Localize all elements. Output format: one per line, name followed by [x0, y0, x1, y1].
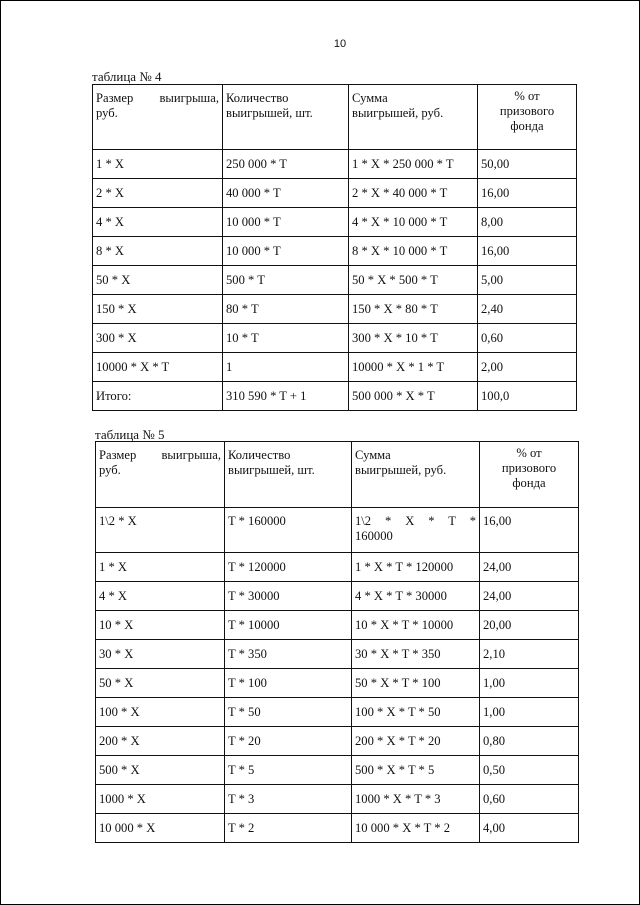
- table4-caption: таблица № 4: [92, 69, 162, 84]
- cell-size: 200 * X: [96, 727, 225, 756]
- table-row: [96, 669, 579, 698]
- cell-size: 10 * X: [96, 611, 225, 640]
- header-pct-line1: % от: [514, 89, 540, 103]
- table-row: [93, 179, 577, 208]
- cell-pct: 24,00: [480, 582, 579, 611]
- header-size: [93, 85, 223, 150]
- table-row: [93, 150, 577, 179]
- cell-size: 1000 * X: [96, 785, 225, 814]
- cell-sum-line1: 1\2 * X * T *: [355, 514, 476, 528]
- header-sum-line1: Сумма: [355, 448, 391, 462]
- cell-sum: 4 * X * T * 30000: [352, 582, 480, 611]
- cell-sum: 500 000 * X * T: [349, 382, 478, 411]
- table-row: [96, 727, 579, 756]
- header-pct-line2: призового: [501, 461, 557, 475]
- table5-caption: таблица № 5: [95, 427, 165, 442]
- header-pct-line3: фонда: [510, 119, 544, 133]
- cell-pct: 24,00: [480, 553, 579, 582]
- cell-count: T * 30000: [225, 582, 352, 611]
- cell-size: 500 * X: [96, 756, 225, 785]
- cell-sum: 150 * X * 80 * T: [349, 295, 478, 324]
- cell-sum: 300 * X * 10 * T: [349, 324, 478, 353]
- cell-pct: 100,0: [478, 382, 577, 411]
- table-row: [96, 785, 579, 814]
- header-count: [223, 85, 349, 150]
- header-count-line2: выигрышей, шт.: [226, 106, 313, 120]
- cell-count: T * 120000: [225, 553, 352, 582]
- cell-pct: 2,40: [478, 295, 577, 324]
- cell-count: 1: [223, 353, 349, 382]
- cell-pct: 16,00: [478, 237, 577, 266]
- cell-sum-line2: 160000: [355, 529, 393, 543]
- header-pct-line3: фонда: [512, 476, 546, 490]
- table-row: [96, 582, 579, 611]
- cell-count: 10 000 * T: [223, 237, 349, 266]
- header-size-line1: Размер выигрыша,: [99, 448, 221, 462]
- cell-size: Итого:: [93, 382, 223, 411]
- header-pct: [478, 85, 577, 150]
- cell-size: 4 * X: [96, 582, 225, 611]
- cell-size: 300 * X: [93, 324, 223, 353]
- table-row: [93, 266, 577, 295]
- cell-pct: 1,00: [480, 698, 579, 727]
- cell-size: 8 * X: [93, 237, 223, 266]
- table4-header-row: [93, 85, 577, 150]
- table-row: [93, 208, 577, 237]
- cell-sum: 10 000 * X * T * 2: [352, 814, 480, 843]
- table4: [92, 84, 577, 411]
- table-row: [96, 698, 579, 727]
- cell-count: 10 000 * T: [223, 208, 349, 237]
- cell-pct: 8,00: [478, 208, 577, 237]
- cell-count: T * 100: [225, 669, 352, 698]
- cell-sum: [352, 508, 480, 553]
- header-pct-line1: % от: [516, 446, 542, 460]
- table-row: [96, 756, 579, 785]
- cell-sum: 1 * X * 250 000 * T: [349, 150, 478, 179]
- cell-count: T * 160000: [225, 508, 352, 553]
- cell-pct: 0,60: [480, 785, 579, 814]
- cell-count: T * 5: [225, 756, 352, 785]
- header-sum-line2: выигрышей, руб.: [355, 463, 447, 477]
- cell-size: 1 * X: [96, 553, 225, 582]
- cell-pct: 16,00: [480, 508, 579, 553]
- cell-size: 1 * X: [93, 150, 223, 179]
- header-sum-line1: Сумма: [352, 91, 388, 105]
- cell-count: T * 10000: [225, 611, 352, 640]
- cell-pct: 0,60: [478, 324, 577, 353]
- header-pct: [480, 442, 579, 508]
- cell-sum: 50 * X * 500 * T: [349, 266, 478, 295]
- header-size-line1: Размер выигрыша,: [96, 91, 219, 105]
- cell-size: 10 000 * X: [96, 814, 225, 843]
- cell-sum: 1000 * X * T * 3: [352, 785, 480, 814]
- cell-pct: 1,00: [480, 669, 579, 698]
- table-row: [96, 814, 579, 843]
- header-sum: [352, 442, 480, 508]
- cell-size: 10000 * X * T: [93, 353, 223, 382]
- header-sum-line2: выигрышей, руб.: [352, 106, 444, 120]
- table-row: [93, 295, 577, 324]
- header-size-line2: руб.: [99, 463, 121, 477]
- table-row: [96, 640, 579, 669]
- cell-sum: 10000 * X * 1 * T: [349, 353, 478, 382]
- header-count-line1: Количество: [228, 448, 291, 462]
- cell-size: 2 * X: [93, 179, 223, 208]
- cell-pct: 4,00: [480, 814, 579, 843]
- cell-count: 40 000 * T: [223, 179, 349, 208]
- cell-size: 30 * X: [96, 640, 225, 669]
- cell-count: T * 20: [225, 727, 352, 756]
- table5-header-row: [96, 442, 579, 508]
- cell-pct: 50,00: [478, 150, 577, 179]
- cell-pct: 0,80: [480, 727, 579, 756]
- cell-pct: 5,00: [478, 266, 577, 295]
- table-row: [93, 237, 577, 266]
- cell-size: 50 * X: [96, 669, 225, 698]
- cell-sum: 100 * X * T * 50: [352, 698, 480, 727]
- cell-count: 250 000 * T: [223, 150, 349, 179]
- cell-sum: 2 * X * 40 000 * T: [349, 179, 478, 208]
- table-row-total: [93, 382, 577, 411]
- header-count-line1: Количество: [226, 91, 289, 105]
- cell-size: 1\2 * X: [96, 508, 225, 553]
- cell-count: T * 3: [225, 785, 352, 814]
- cell-pct: 0,50: [480, 756, 579, 785]
- cell-sum: 500 * X * T * 5: [352, 756, 480, 785]
- header-sum: [349, 85, 478, 150]
- cell-count: 10 * T: [223, 324, 349, 353]
- header-size-line2: руб.: [96, 106, 118, 120]
- cell-sum: 1 * X * T * 120000: [352, 553, 480, 582]
- table-row: [96, 611, 579, 640]
- cell-pct: 2,00: [478, 353, 577, 382]
- cell-sum: 8 * X * 10 000 * T: [349, 237, 478, 266]
- cell-size: 100 * X: [96, 698, 225, 727]
- cell-sum: 4 * X * 10 000 * T: [349, 208, 478, 237]
- cell-size: 4 * X: [93, 208, 223, 237]
- cell-pct: 2,10: [480, 640, 579, 669]
- cell-sum: 50 * X * T * 100: [352, 669, 480, 698]
- cell-count: T * 2: [225, 814, 352, 843]
- table-row: [93, 324, 577, 353]
- cell-sum: 200 * X * T * 20: [352, 727, 480, 756]
- cell-size: 50 * X: [93, 266, 223, 295]
- table-row: [96, 508, 579, 553]
- header-count-line2: выигрышей, шт.: [228, 463, 315, 477]
- cell-count: 310 590 * T + 1: [223, 382, 349, 411]
- cell-count: 500 * T: [223, 266, 349, 295]
- cell-count: T * 50: [225, 698, 352, 727]
- table5: [95, 441, 579, 843]
- cell-count: T * 350: [225, 640, 352, 669]
- cell-pct: 16,00: [478, 179, 577, 208]
- page-number: 10: [333, 38, 347, 50]
- cell-size: 150 * X: [93, 295, 223, 324]
- cell-sum: 10 * X * T * 10000: [352, 611, 480, 640]
- header-count: [225, 442, 352, 508]
- cell-count: 80 * T: [223, 295, 349, 324]
- cell-sum: 30 * X * T * 350: [352, 640, 480, 669]
- cell-pct: 20,00: [480, 611, 579, 640]
- table-row: [96, 553, 579, 582]
- header-pct-line2: призового: [499, 104, 555, 118]
- header-size: [96, 442, 225, 508]
- table-row: [93, 353, 577, 382]
